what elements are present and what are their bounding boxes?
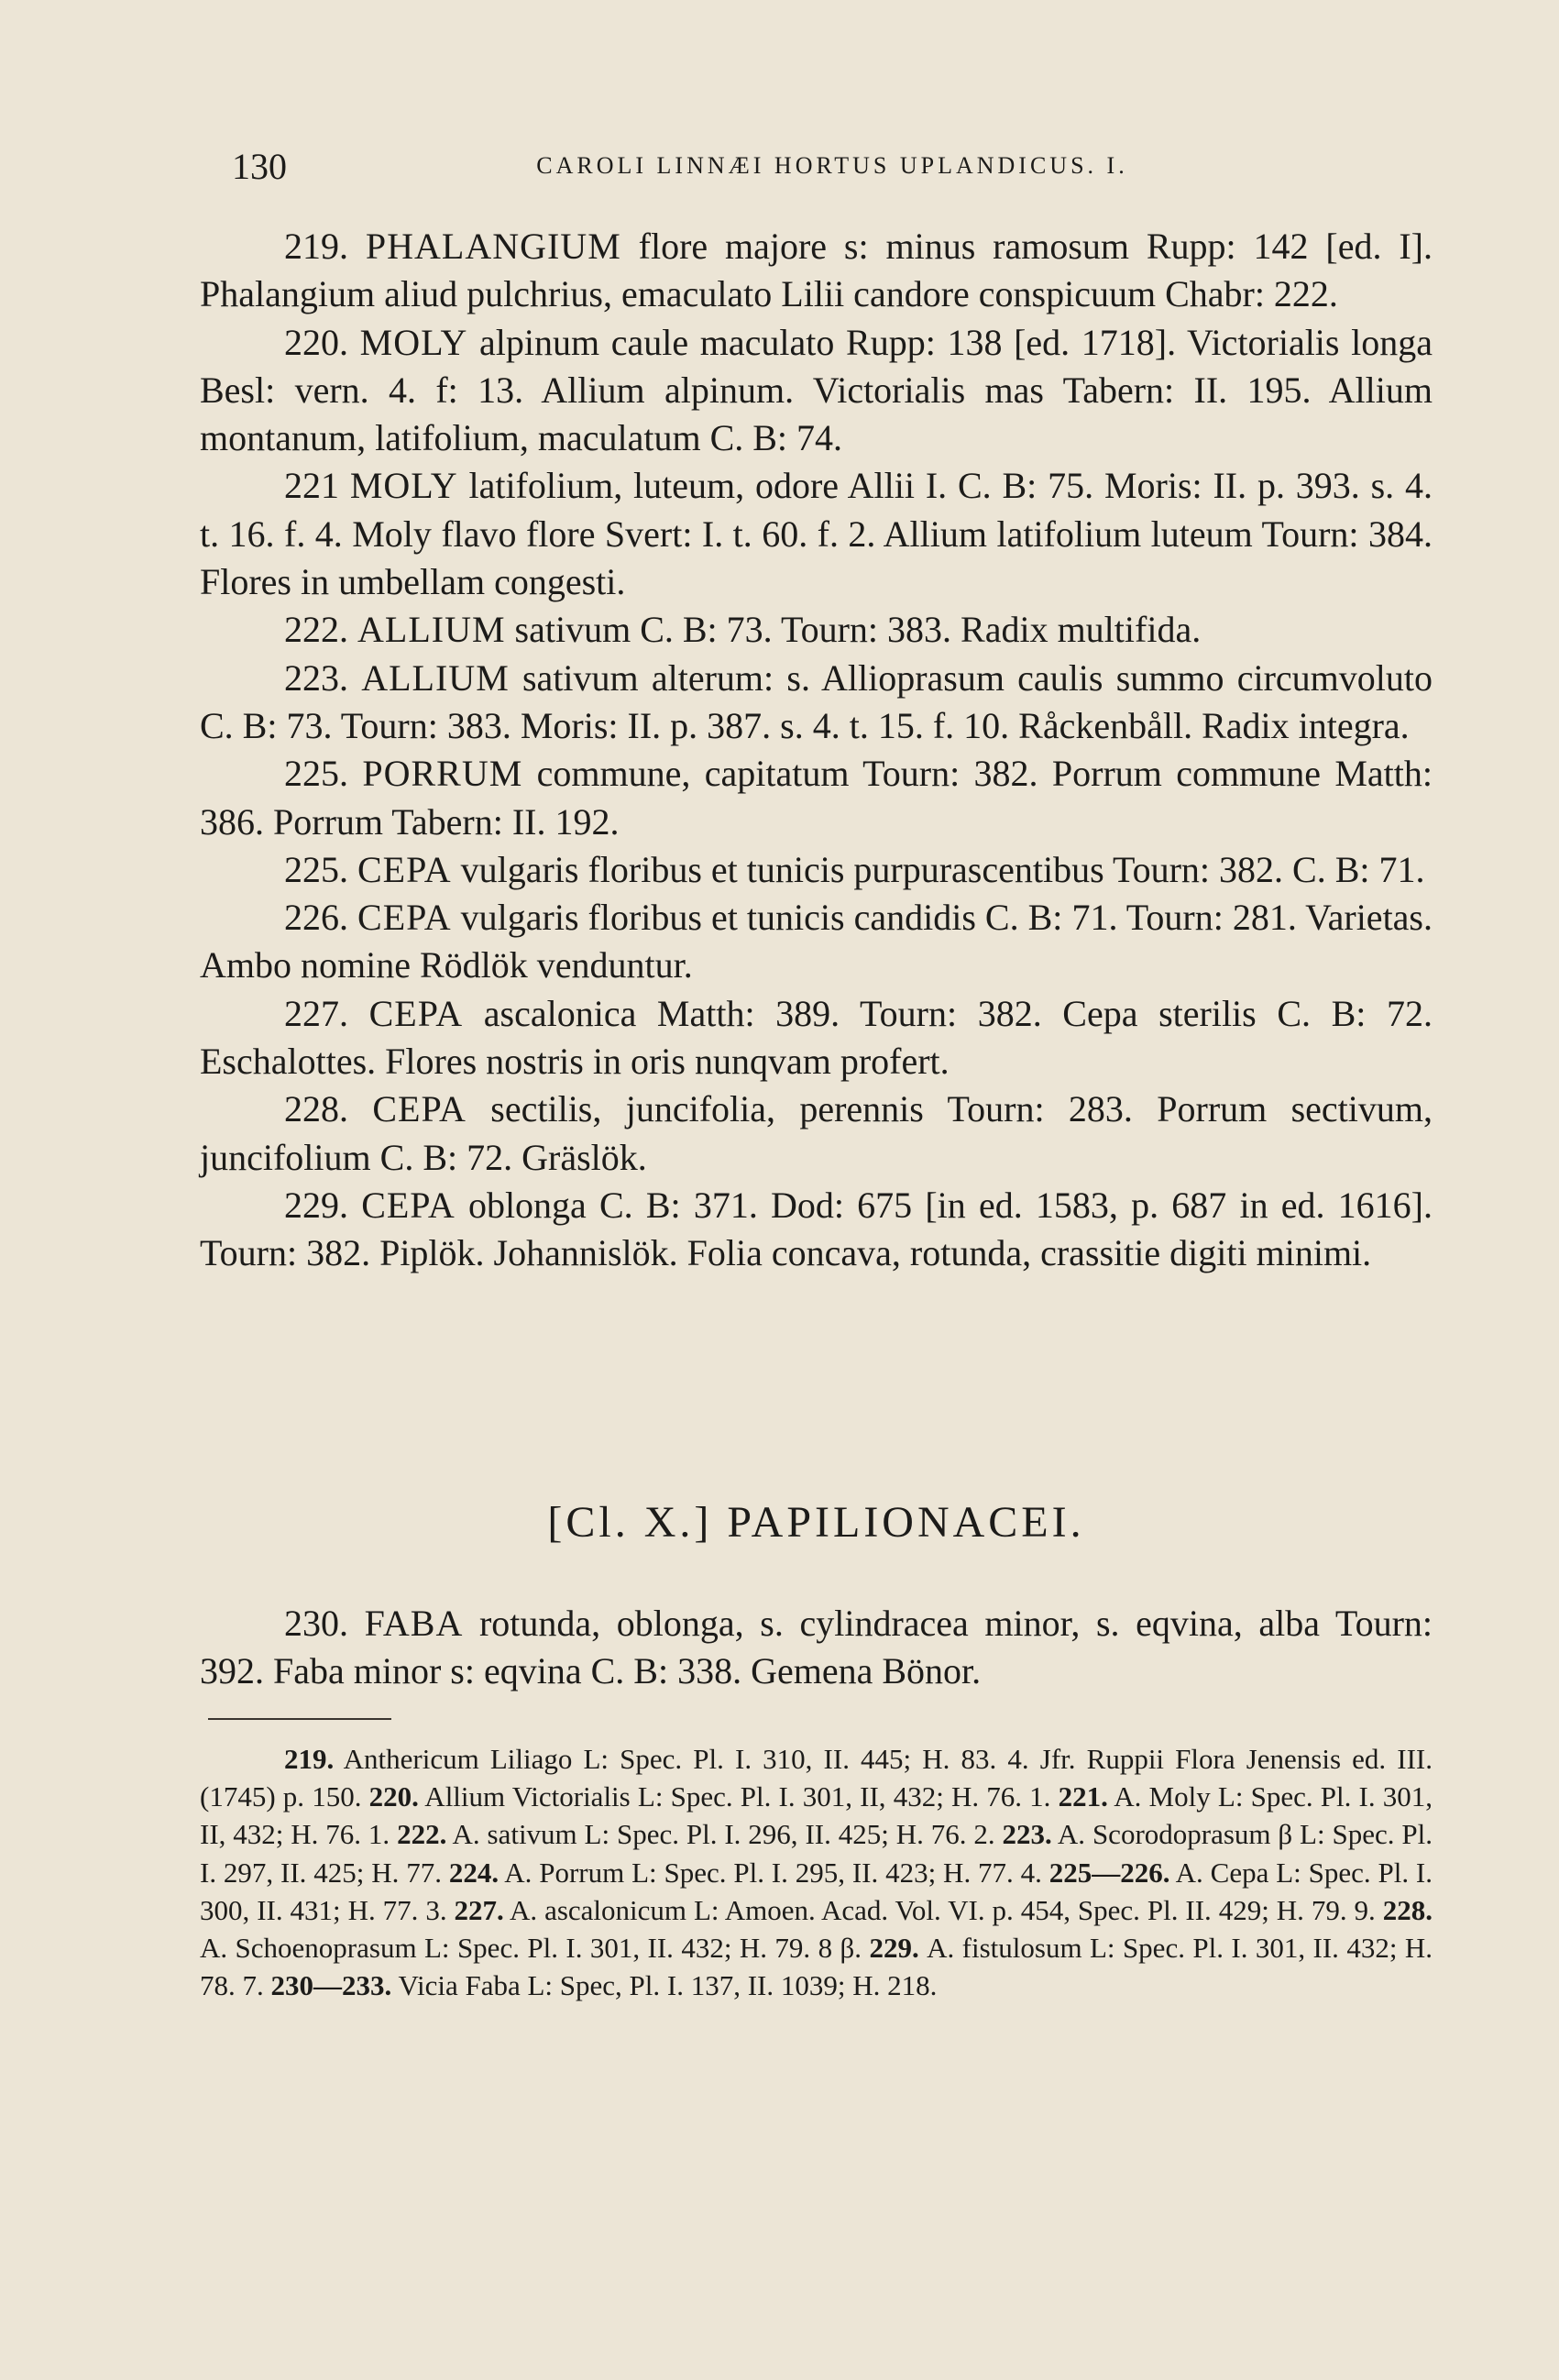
section-title: [Cl. X.] PAPILIONACEI. [547,1498,1085,1547]
entry-number: 229. [284,1184,348,1226]
footnote-number: 222. [397,1818,447,1851]
entry-number: 226. [284,897,348,939]
entry-219 [200,223,1433,319]
entry-222 [200,606,1433,654]
footnote-text: Allium Victorialis L: Spec. Pl. I. 301, II, 432; H. 76. 1. [418,1780,1059,1813]
footnote-text: A. sativum L: Spec. Pl. I. 296, II. 425; H. 76. 2. [446,1818,1003,1851]
footnote-number: 223. [1002,1818,1052,1851]
entry-text: ascalonica Matth: 389. Tourn: 382. Cepa sterilis C. B: 72. Eschalottes. Flores nostris in oris nunqvam profert. [200,992,1433,1083]
footnote-number: 229. [869,1932,919,1965]
entry-text: alpinum caule maculato Rupp: 138 [ed. 1718]. Victorialis longa Besl: vern. 4. f: 13. Allium alpinum. Victorialis mas Tabern: II. 195. Allium montanum, latifolium, maculatum C. B: 74. [200,321,1433,459]
entry-229 [200,1182,1433,1278]
entry-heading: PORRUM [362,753,523,795]
entry-227 [200,990,1433,1086]
entry-226 [200,894,1433,990]
footnote-paragraph [200,1740,1433,2004]
entry-225a [200,750,1433,846]
entry-heading: FABA [364,1603,464,1644]
entry-heading: MOLY [359,321,468,363]
footnote-number: 220. [368,1780,419,1813]
footnote-number: 221. [1058,1780,1108,1813]
footnote-text: Anthericum Liliago L: Spec. Pl. I. 310, II. 445; H. 83. 4. Jfr. Ruppii Flora Jenensis ed. III. (1745) p. 150. [200,1743,1433,1813]
entry-text: vulgaris floribus et tunicis purpurascentibus Tourn: 382. C. B: 71. [451,848,1425,890]
entry-text: rotunda, oblonga, s. cylindracea minor, s. eqvina, alba Tourn: 392. Faba minor s: eqvina C. B: 338. Gemena Bönor. [200,1603,1433,1692]
footnote-text: Vicia Faba L: Spec, Pl. I. 137, II. 1039; H. 218. [391,1969,938,2002]
entry-230 [200,1600,1433,1696]
entry-heading: MOLY [349,465,458,507]
entry-number: 227. [284,992,348,1034]
footnote-number: 227. [454,1893,504,1926]
footnote-text: A. Moly L: Spec. Pl. I. 301, II, 432; H. 76. 1. [200,1780,1433,1851]
entry-heading: CEPA [357,897,452,939]
footnote-number: 228. [1382,1893,1433,1926]
entry-number: 221 [284,465,339,507]
entry-221 [200,462,1433,606]
footnote-text: A. fistulosum L: Spec. Pl. I. 301, II. 432; H. 78. 7. [200,1932,1433,2002]
entry-number: 223. [284,656,348,699]
entry-number: 228. [284,1088,348,1130]
entry-text: sativum alterum: s. Allioprasum caulis summo circumvoluto C. B: 73. Tourn: 383. Moris: II. p. 387. s. 4. t. 15. f. 10. Råckenbåll. Radix integra. [200,656,1433,746]
footnote-text: A. ascalonicum L: Amoen. Acad. Vol. VI. p. 454, Spec. Pl. II. 429; H. 79. 9. [503,1893,1383,1926]
main-text [200,223,1433,1278]
entry-225b [200,846,1433,894]
entry-heading: CEPA [368,992,464,1034]
entry-heading: CEPA [357,848,452,890]
entry-223 [200,655,1433,751]
footnote-text: A. Schoenoprasum L: Spec. Pl. I. 301, II. 432; H. 79. 8 β. [200,1932,870,1965]
footnote-number: 230—233. [270,1969,392,2002]
entry-heading: ALLIUM [357,609,506,651]
footnote-number: 224. [448,1856,500,1889]
footnote-text: A. Scorodoprasum β L: Spec. Pl. I. 297, II. 425; H. 77. [200,1818,1433,1889]
entry-number: 225. [284,753,348,795]
footnote-number: 225—226. [1048,1856,1170,1889]
footnote-text: A. Cepa L: Spec. Pl. I. 300, II. 431; H. 77. 3. [200,1856,1433,1926]
page-header [232,145,1433,200]
entry-text: flore majore s: minus ramosum Rupp: 142 [ed. I]. Phalangium aliud pulchrius, emaculato Lilii candore conspicuum Chabr: 222. [200,226,1433,315]
entry-number: 225. [284,848,348,890]
entry-text: vulgaris floribus et tunicis candidis C. B: 71. Tourn: 281. Varietas. Ambo nomine Rödlök venduntur. [200,897,1433,986]
page-number: 130 [232,146,287,187]
footnote-divider [208,1718,391,1720]
entry-number: 219. [284,226,348,267]
entry-text: latifolium, luteum, odore Allii I. C. B: 75. Moris: II. p. 393. s. 4. t. 16. f. 4. Moly flavo flore Svert: I. t. 60. f. 2. Allium latifolium luteum Tourn: 384. Flores in umbellam congesti. [200,465,1433,603]
entry-heading: CEPA [361,1184,456,1226]
entry-heading: CEPA [372,1088,467,1130]
entry-text: oblonga C. B: 371. Dod: 675 [in ed. 1583, p. 687 in ed. 1616]. Tourn: 382. Piplök. Johannislök. Folia concava, rotunda, crassitie digiti minimi. [200,1184,1433,1274]
entry-number: 222. [284,609,348,651]
entry-heading: PHALANGIUM [365,226,621,267]
entry-heading: ALLIUM [361,656,510,699]
entry-number: 230. [284,1603,348,1644]
section-entries [200,1600,1433,1696]
entry-228 [200,1085,1433,1182]
footnote-number: 219. [284,1743,335,1775]
footnote-text: A. Porrum L: Spec. Pl. I. 295, II. 423; H. 77. 4. [499,1856,1049,1889]
entry-number: 220. [284,321,348,363]
running-title: CAROLI LINNÆI HORTUS UPLANDICUS. I. [536,152,1128,179]
entry-text: sativum C. B: 73. Tourn: 383. Radix multifida. [505,609,1202,651]
entry-220 [200,319,1433,463]
entry-text: commune, capitatum Tourn: 382. Porrum commune Matth: 386. Porrum Tabern: II. 192. [200,753,1433,843]
entry-text: sectilis, juncifolia, perennis Tourn: 283. Porrum sectivum, juncifolium C. B: 72. Gräslök. [200,1088,1433,1178]
footnotes [200,1740,1433,2004]
